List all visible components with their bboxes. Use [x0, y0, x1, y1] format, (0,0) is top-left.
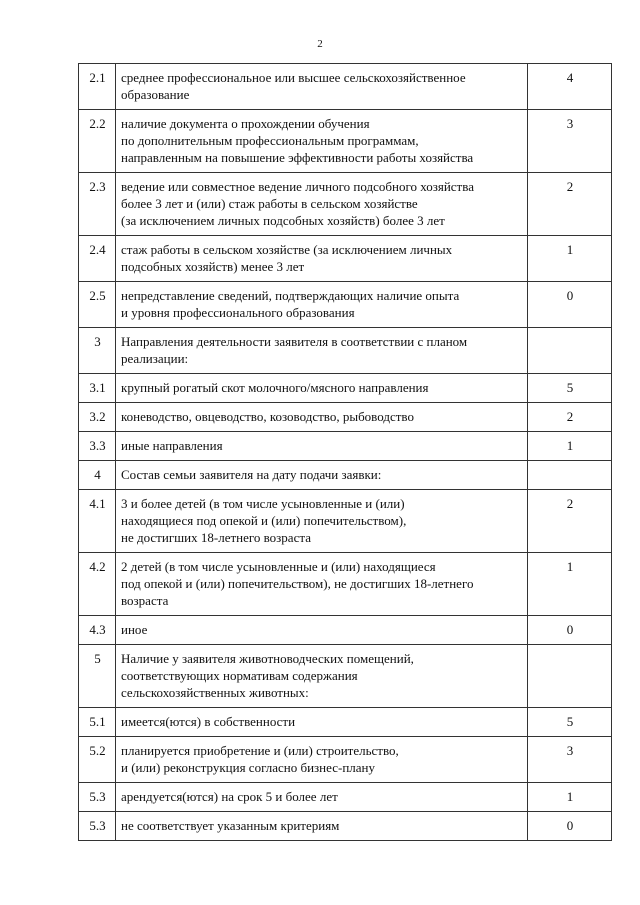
criterion-cell	[116, 461, 528, 490]
criterion-cell	[116, 708, 528, 737]
item-number: 2.2	[79, 110, 116, 173]
item-number: 4	[79, 461, 116, 490]
item-number: 5.3	[79, 783, 116, 812]
table-row	[79, 432, 612, 461]
item-number: 2.1	[79, 64, 116, 110]
table-row	[79, 737, 612, 783]
criterion-cell	[116, 64, 528, 110]
criterion-text: 2 детей (в том числе усыновленные и (или) находящиеся под опекой и (или) попечительством), не достигших 18-летнего возраста	[121, 559, 474, 608]
criterion-cell	[116, 173, 528, 236]
table-row	[79, 328, 612, 374]
score-value: 0	[528, 282, 612, 328]
criterion-text: арендуется(ются) на срок 5 и более лет	[121, 789, 338, 804]
item-number: 4.1	[79, 490, 116, 553]
criterion-cell	[116, 645, 528, 708]
criterion-cell	[116, 432, 528, 461]
item-number: 2.5	[79, 282, 116, 328]
table-row	[79, 645, 612, 708]
item-number: 3.1	[79, 374, 116, 403]
table-row	[79, 110, 612, 173]
criterion-cell	[116, 328, 528, 374]
score-value	[528, 461, 612, 490]
table-row	[79, 173, 612, 236]
score-value: 4	[528, 64, 612, 110]
criterion-cell	[116, 110, 528, 173]
score-value: 1	[528, 236, 612, 282]
criterion-cell	[116, 737, 528, 783]
criterion-cell	[116, 490, 528, 553]
criterion-text: стаж работы в сельском хозяйстве (за исключением личных подсобных хозяйств) менее 3 лет	[121, 242, 453, 274]
item-number: 4.3	[79, 616, 116, 645]
score-value: 1	[528, 432, 612, 461]
criterion-text: не соответствует указанным критериям	[121, 818, 340, 833]
item-number: 5.1	[79, 708, 116, 737]
criteria-table	[78, 63, 612, 841]
criterion-text: иные направления	[121, 438, 223, 453]
table-row	[79, 461, 612, 490]
criterion-cell	[116, 616, 528, 645]
item-number: 2.3	[79, 173, 116, 236]
criterion-cell	[116, 812, 528, 841]
score-value	[528, 645, 612, 708]
item-number: 2.4	[79, 236, 116, 282]
table-row	[79, 812, 612, 841]
criterion-text: среднее профессиональное или высшее сельскохозяйственное образование	[121, 70, 466, 102]
score-value: 3	[528, 110, 612, 173]
score-value: 0	[528, 812, 612, 841]
score-value: 2	[528, 490, 612, 553]
table-row	[79, 783, 612, 812]
score-value: 0	[528, 616, 612, 645]
item-number: 5.3	[79, 812, 116, 841]
table-row	[79, 708, 612, 737]
criterion-text: 3 и более детей (в том числе усыновленные и (или) находящиеся под опекой и (или) попечительством), не достигших 18-летнего возраста	[121, 496, 407, 545]
criterion-text: Состав семьи заявителя на дату подачи заявки:	[121, 467, 382, 482]
item-number: 3.3	[79, 432, 116, 461]
criterion-text: ведение или совместное ведение личного подсобного хозяйства более 3 лет и (или) стаж работы в сельском хозяйстве (за исключением личных подсобных хозяйств) более 3 лет	[121, 179, 474, 228]
criterion-cell	[116, 282, 528, 328]
criterion-cell	[116, 783, 528, 812]
item-number: 3	[79, 328, 116, 374]
score-value: 2	[528, 173, 612, 236]
table-row	[79, 490, 612, 553]
item-number: 4.2	[79, 553, 116, 616]
table-row	[79, 64, 612, 110]
criterion-cell	[116, 403, 528, 432]
score-value	[528, 328, 612, 374]
table-row	[79, 236, 612, 282]
score-value: 1	[528, 783, 612, 812]
criterion-text: крупный рогатый скот молочного/мясного направления	[121, 380, 429, 395]
criterion-text: наличие документа о прохождении обучения по дополнительным профессиональным программам, направленным на повышение эффективности работы хозяйства	[121, 116, 474, 165]
criteria-table-body	[79, 64, 612, 841]
criterion-cell	[116, 374, 528, 403]
score-value: 5	[528, 708, 612, 737]
criterion-cell	[116, 553, 528, 616]
page-number: 2	[317, 38, 323, 50]
item-number: 5.2	[79, 737, 116, 783]
score-value: 1	[528, 553, 612, 616]
table-row	[79, 616, 612, 645]
table-row	[79, 374, 612, 403]
criterion-text: планируется приобретение и (или) строительство, и (или) реконструкция согласно бизнес-плану	[121, 743, 399, 775]
criterion-text: иное	[121, 622, 148, 637]
table-row	[79, 282, 612, 328]
criterion-text: непредставление сведений, подтверждающих наличие опыта и уровня профессионального образования	[121, 288, 460, 320]
criterion-text: имеется(ются) в собственности	[121, 714, 296, 729]
criterion-cell	[116, 236, 528, 282]
criterion-text: коневодство, овцеводство, козоводство, рыбоводство	[121, 409, 414, 424]
criterion-text: Наличие у заявителя животноводческих помещений, соответствующих нормативам содержания сельскохозяйственных животных:	[121, 651, 414, 700]
score-value: 2	[528, 403, 612, 432]
criterion-text: Направления деятельности заявителя в соответствии с планом реализации:	[121, 334, 468, 366]
table-row	[79, 553, 612, 616]
item-number: 3.2	[79, 403, 116, 432]
table-row	[79, 403, 612, 432]
item-number: 5	[79, 645, 116, 708]
score-value: 3	[528, 737, 612, 783]
score-value: 5	[528, 374, 612, 403]
